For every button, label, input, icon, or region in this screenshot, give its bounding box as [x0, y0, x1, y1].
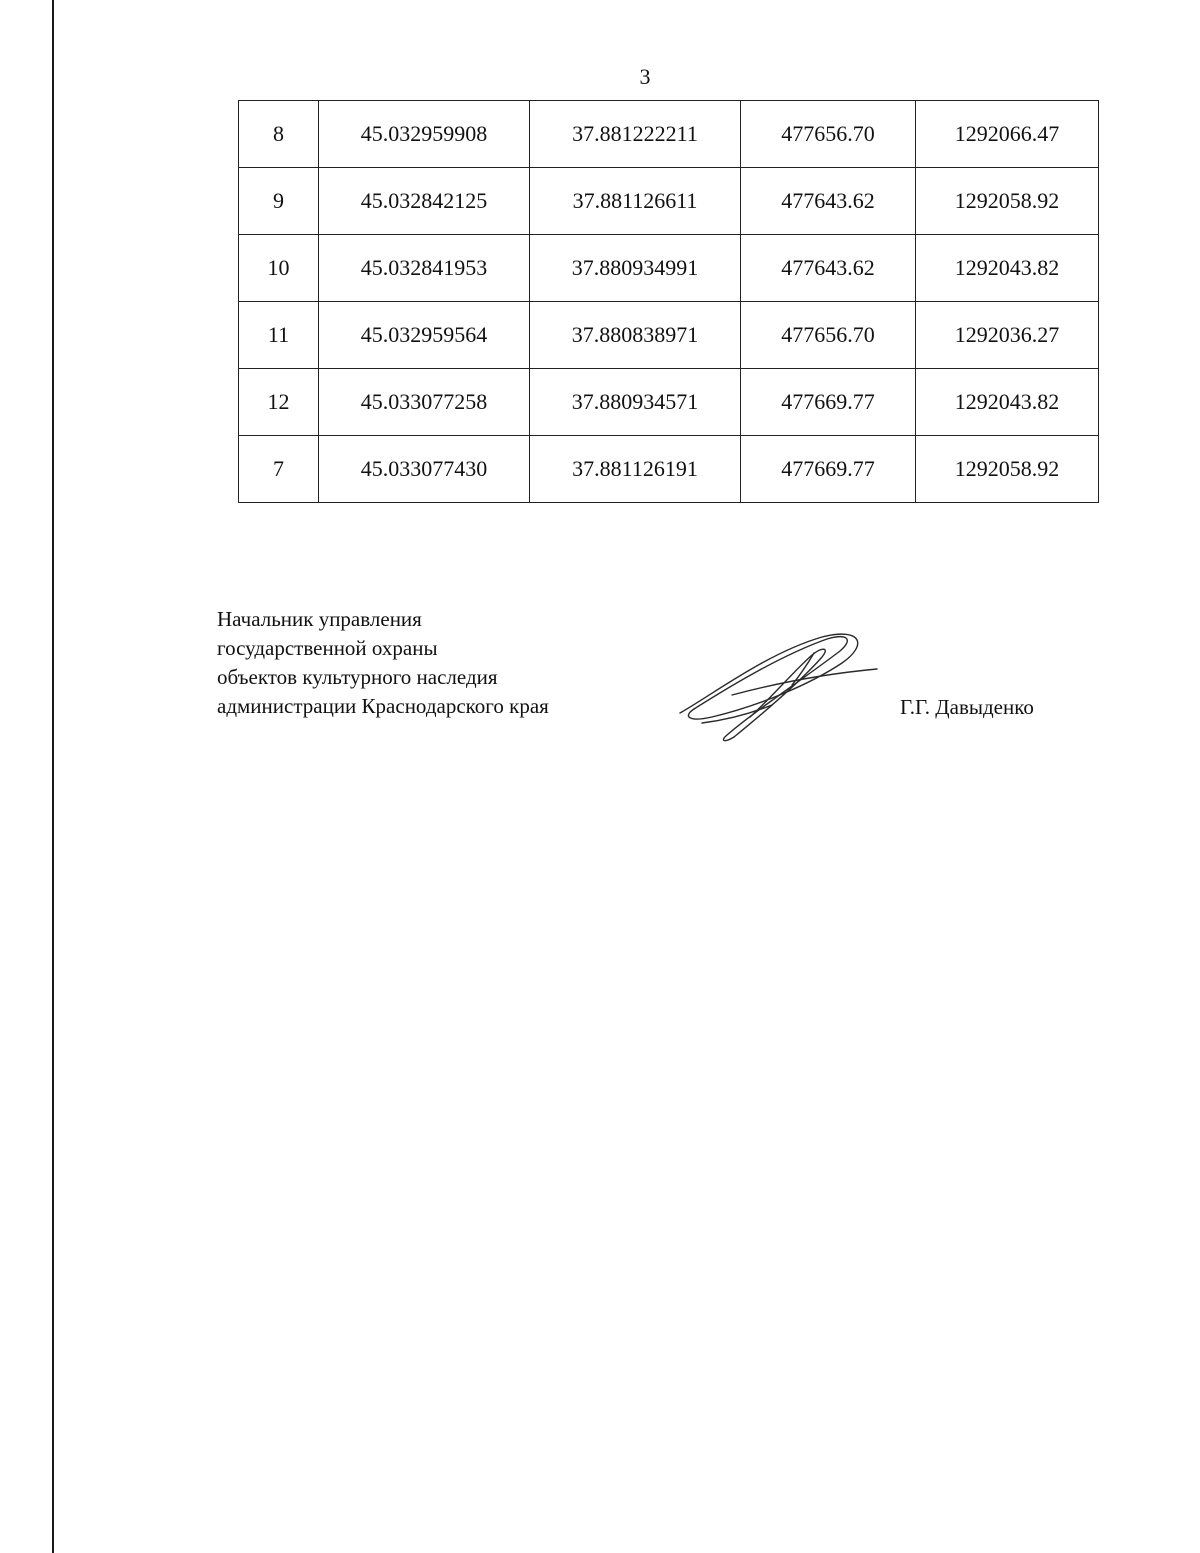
coordinates-table — [238, 100, 1099, 503]
table-cell-latitude: 45.032842125 — [319, 168, 530, 235]
table-cell-latitude: 45.032959564 — [319, 302, 530, 369]
table-cell-longitude: 37.880838971 — [530, 302, 741, 369]
table-cell-x: 477669.77 — [741, 369, 916, 436]
scan-left-edge-line — [52, 0, 54, 1553]
position-line: Начальник управления — [217, 607, 422, 631]
table-row — [239, 436, 1099, 503]
page-number: 3 — [639, 64, 651, 89]
position-line: администрации Краснодарского края — [217, 694, 549, 718]
table-cell-y: 1292066.47 — [916, 101, 1099, 168]
table-cell-y: 1292036.27 — [916, 302, 1099, 369]
table-cell-point-number: 9 — [239, 168, 319, 235]
position-line: объектов культурного наследия — [217, 665, 498, 689]
table-cell-longitude: 37.880934571 — [530, 369, 741, 436]
table-cell-point-number: 11 — [239, 302, 319, 369]
table-cell-latitude: 45.032841953 — [319, 235, 530, 302]
table-cell-point-number: 8 — [239, 101, 319, 168]
signer-name: Г.Г. Давыденко — [900, 695, 1034, 719]
table-cell-longitude: 37.881126191 — [530, 436, 741, 503]
position-line: государственной охраны — [217, 636, 438, 660]
table-cell-longitude: 37.880934991 — [530, 235, 741, 302]
table-cell-point-number: 10 — [239, 235, 319, 302]
table-row — [239, 235, 1099, 302]
table-cell-y: 1292058.92 — [916, 436, 1099, 503]
table-cell-x: 477669.77 — [741, 436, 916, 503]
table-cell-y: 1292043.82 — [916, 235, 1099, 302]
table-cell-longitude: 37.881222211 — [530, 101, 741, 168]
table-cell-y: 1292058.92 — [916, 168, 1099, 235]
table-cell-y: 1292043.82 — [916, 369, 1099, 436]
table-row — [239, 168, 1099, 235]
table-cell-x: 477656.70 — [741, 302, 916, 369]
table-cell-latitude: 45.033077258 — [319, 369, 530, 436]
table-cell-latitude: 45.032959908 — [319, 101, 530, 168]
table-cell-longitude: 37.881126611 — [530, 168, 741, 235]
table-row — [239, 101, 1099, 168]
table-cell-point-number: 12 — [239, 369, 319, 436]
table-cell-x: 477643.62 — [741, 235, 916, 302]
table-cell-latitude: 45.033077430 — [319, 436, 530, 503]
table-cell-point-number: 7 — [239, 436, 319, 503]
signatory-position — [217, 605, 549, 721]
table-cell-x: 477656.70 — [741, 101, 916, 168]
handwritten-signature — [672, 625, 882, 745]
table-row — [239, 302, 1099, 369]
table-row — [239, 369, 1099, 436]
table-cell-x: 477643.62 — [741, 168, 916, 235]
